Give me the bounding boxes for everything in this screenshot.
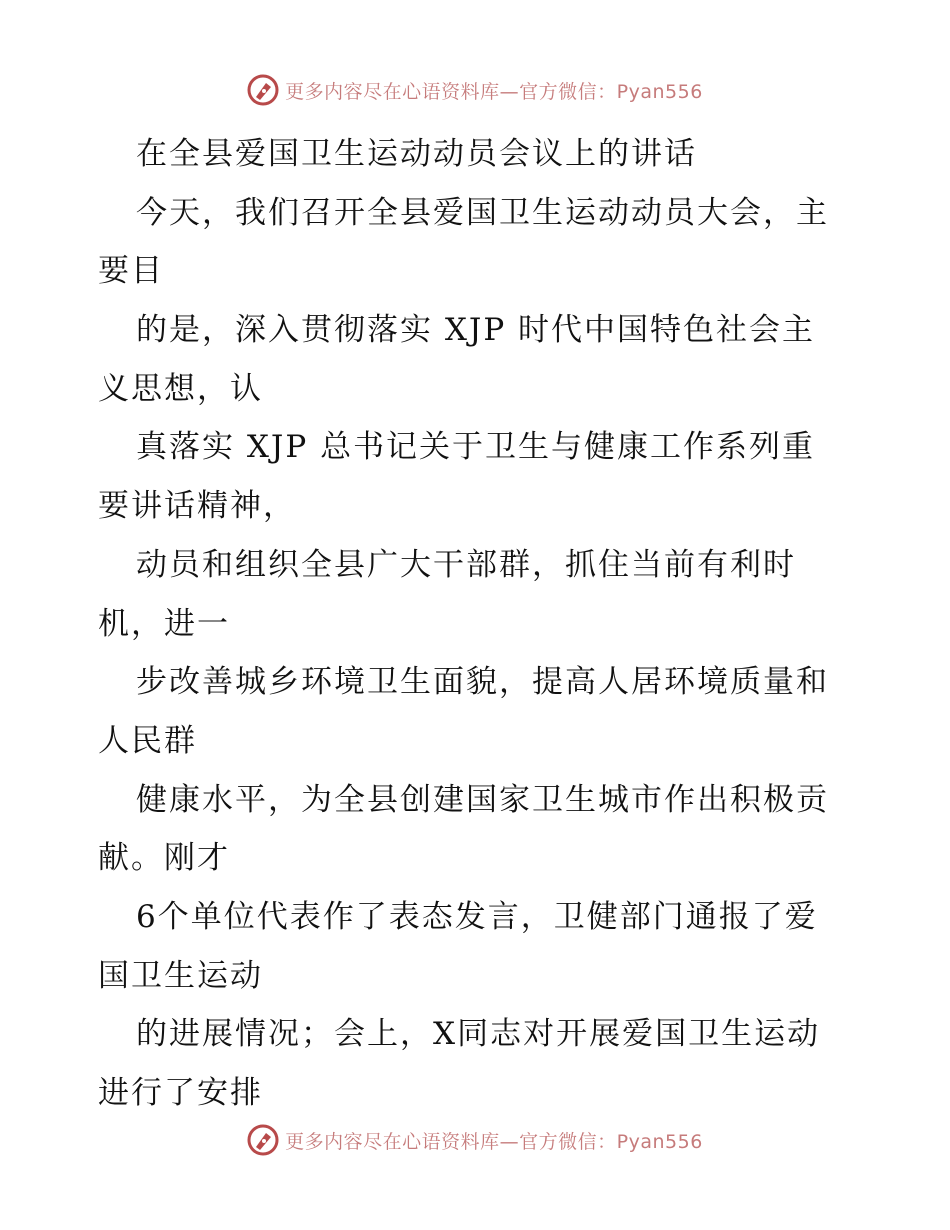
- text-line: 6个单位代表作了表态发言，卫健部门通报了爱: [136, 898, 818, 935]
- text-line: 献。刚才: [98, 840, 230, 877]
- watermark-text: 更多内容尽在心语资料库—官方微信：Pyan556: [285, 80, 703, 103]
- footer-watermark: [0, 1120, 950, 1160]
- text-line: 真落实 XJP 总书记关于卫生与健康工作系列重: [136, 429, 816, 466]
- text-line: 国卫生运动: [98, 957, 263, 994]
- text-line: 人民群: [98, 722, 197, 759]
- text-line: 要讲话精神，: [98, 488, 296, 525]
- watermark-text: 更多内容尽在心语资料库—官方微信：Pyan556: [285, 1130, 703, 1153]
- text-line: 的是，深入贯彻落实 XJP 时代中国特色社会主: [136, 312, 816, 349]
- text-line: 今天，我们召开全县爱国卫生运动动员大会，主: [136, 194, 829, 231]
- header-watermark: [0, 70, 950, 110]
- text-line: 的进展情况；会上，X同志对开展爱国卫生运动: [136, 1016, 821, 1053]
- document-body: [98, 125, 858, 1123]
- text-line: 进行了安排: [98, 1075, 263, 1111]
- pen-nib-logo-icon: [247, 1124, 279, 1156]
- text-line: 健康水平，为全县创建国家卫生城市作出积极贡: [136, 781, 829, 818]
- text-line: 机，进一: [98, 605, 230, 642]
- text-line: 在全县爱国卫生运动动员会议上的讲话: [136, 136, 697, 172]
- text-line: 动员和组织全县广大干部群，抓住当前有利时: [136, 546, 796, 583]
- text-line: 义思想，认: [98, 370, 263, 407]
- text-line: 要目: [98, 253, 164, 290]
- text-line: 步改善城乡环境卫生面貌，提高人居环境质量和: [136, 664, 829, 701]
- pen-nib-logo-icon: [247, 74, 279, 106]
